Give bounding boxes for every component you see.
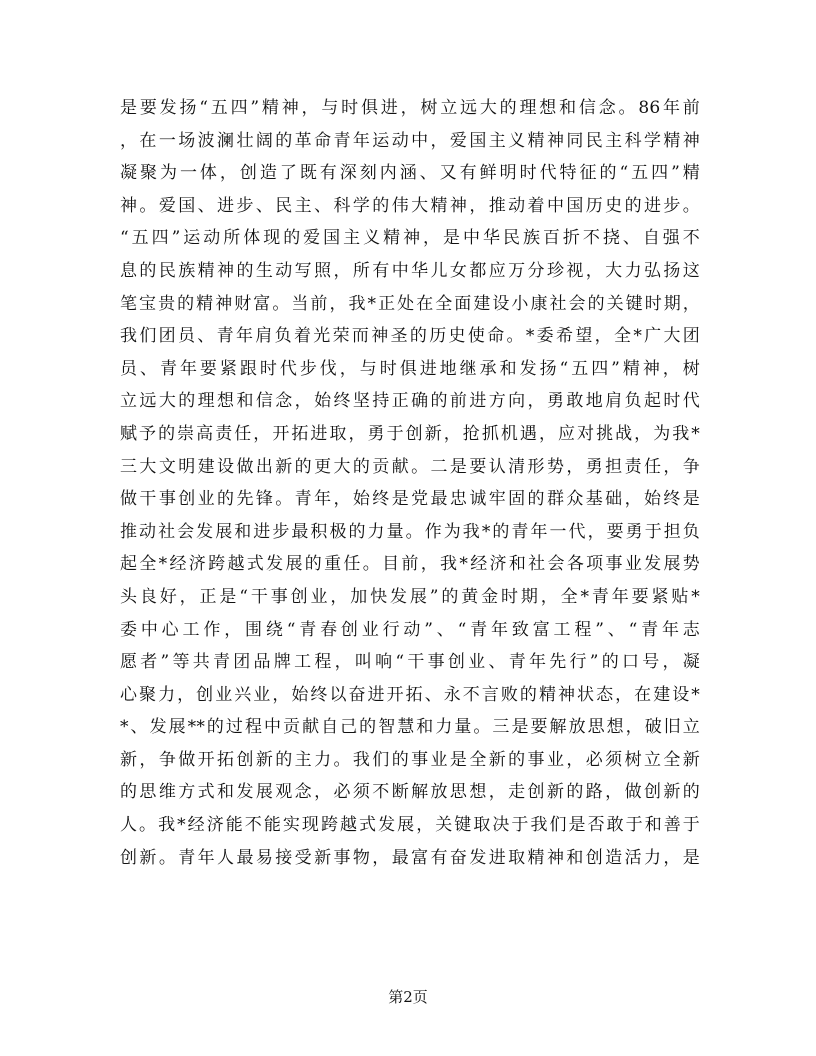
text-line: 息的民族精神的生动写照，所有中华儿女都应万分珍视，大力弘扬这 — [120, 260, 700, 281]
text-line: 愿者”等共青团品牌工程，叫响“干事创业、青年先行”的口号，凝 — [120, 652, 700, 673]
text-line: 员、青年要紧跟时代步伐，与时俱进地继承和发扬“五四”精神，树 — [120, 358, 700, 379]
text-line: 神。爱国、进步、民主、科学的伟大精神，推动着中国历史的进步。 — [120, 195, 700, 216]
text-line: 的思维方式和发展观念，必须不断解放思想，走创新的路，做创新的 — [120, 782, 700, 803]
text-line: 人。我*经济能不能实现跨越式发展，关键取决于我们是否敢于和善于 — [120, 815, 700, 836]
text-line: “五四”运动所体现的爱国主义精神，是中华民族百折不挠、自强不 — [120, 228, 700, 249]
text-line: 凝聚为一体，创造了既有深刻内涵、又有鲜明时代特征的“五四”精 — [120, 163, 700, 184]
text-line: 创新。青年人最易接受新事物，最富有奋发进取精神和创造活力，是 — [120, 847, 700, 868]
page-number: 第2页 — [388, 988, 428, 1006]
text-line: *、发展**的过程中贡献自己的智慧和力量。三是要解放思想，破旧立 — [120, 717, 700, 738]
text-line: 笔宝贵的精神财富。当前，我*正处在全面建设小康社会的关键时期， — [120, 293, 700, 314]
text-line: ，在一场波澜壮阔的革命青年运动中，爱国主义精神同民主科学精神 — [120, 130, 700, 151]
text-line: 头良好，正是“干事创业，加快发展”的黄金时期，全*青年要紧贴* — [120, 586, 700, 607]
text-line: 我们团员、青年肩负着光荣而神圣的历史使命。*委希望，全*广大团 — [120, 326, 700, 347]
text-line: 三大文明建设做出新的更大的贡献。二是要认清形势，勇担责任，争 — [120, 456, 700, 477]
text-line: 委中心工作，围绕“青春创业行动”、“青年致富工程”、“青年志 — [120, 619, 700, 640]
text-line: 推动社会发展和进步最积极的力量。作为我*的青年一代，要勇于担负 — [120, 521, 700, 542]
text-line: 是要发扬“五四”精神，与时俱进，树立远大的理想和信念。86年前 — [120, 98, 700, 118]
text-line: 新，争做开拓创新的主力。我们的事业是全新的事业，必须树立全新 — [120, 749, 700, 770]
text-line: 做干事创业的先锋。青年，始终是党最忠诚牢固的群众基础，始终是 — [120, 489, 700, 510]
text-line: 赋予的崇高责任，开拓进取，勇于创新，抢抓机遇，应对挑战，为我* — [120, 423, 700, 444]
text-line: 心聚力，创业兴业，始终以奋进开拓、永不言败的精神状态，在建设* — [120, 684, 700, 705]
text-line: 起全*经济跨越式发展的重任。目前，我*经济和社会各项事业发展势 — [120, 554, 700, 575]
body-text — [120, 92, 700, 874]
text-line: 立远大的理想和信念，始终坚持正确的前进方向，勇敢地肩负起时代 — [120, 391, 700, 412]
